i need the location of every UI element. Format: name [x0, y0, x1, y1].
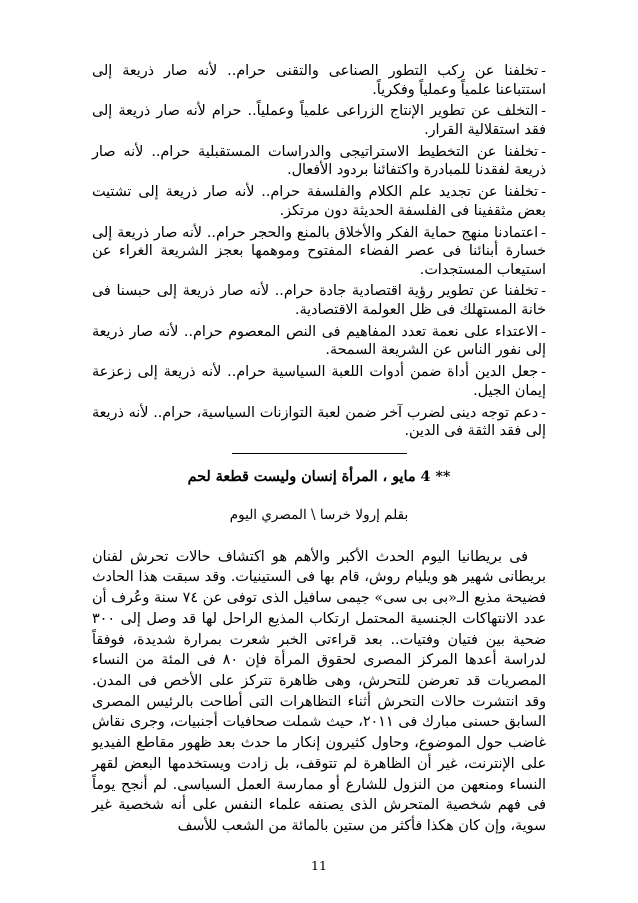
list-item: -تخلفنا عن التخطيط الاستراتيجى والدراسات المستقبلية حرام.. لأنه صار ذريعة لفقدنا للمبادرة واكتفائنا بردود الأفعال.	[92, 143, 546, 179]
section-divider	[232, 453, 407, 454]
list-item: -تخلفنا عن تطوير رؤية اقتصادية جادة حرام.. لأنه صار ذريعة إلى حبسنا فى خانة المستهلك فى ظل العولمة الاقتصادية.	[92, 283, 546, 319]
list-item: -تخلفنا عن تجديد علم الكلام والفلسفة حرام.. لأنه صار ذريعة إلى تشتيت بعض مثقفينا فى الفلسفة الحديثة دون مرتكز.	[92, 184, 546, 219]
list-item-text: الاعتداء على نعمة تعدد المفاهيم فى النص المعصوم حرام.. لأنه صار ذريعة إلى نفور الناس عن الشريعة السمحة.	[92, 323, 546, 359]
bullet-list	[92, 62, 546, 441]
article-body: فى بريطانيا اليوم الحدث الأكبر والأهم هو اكتشاف حالات تحرش لفنان بريطانى شهير هو ويليام روش، قام بها فى الستينيات. وقد سبقت هذا الحادث فضيحة مذيع الـ«بى بى سى» جيمى سافيل الذى توفى عن ٧٤ سنة وعُرف أن عدد الانتهاكات الجنسية المحتمل ارتكاب المذيع الراحل لها قد وصل إلى ٣٠٠ ضحية بين فتيان وفتيات.. بعد قراءتى الخبر شعرت بمرارة شديدة، فوفقاً لدراسة أعدها المركز المصرى لحقوق المرأة فإن ٨٠ فى المئة من النساء المصريات قد تعرضن للتحرش، وهى ظاهرة تتركز على الأخص فى المدن. وقد انتشرت حالات التحرش أثناء التظاهرات التى أطاحت بالرئيس المصرى السابق حسنى مبارك فى ٢٠١١، حيث شملت صحافيات أجنبيات، وجرى نقاش غاضب حول الموضوع، وحاول كثيرون إنكار ما حدث بعد ظهور مقاطع الفيديو على الإنترنت، غير أن الظاهرة لم تتوقف، بل زادت ويستخدمها البعض لقهر النساء ومنعهن من النزول للشارع أو ممارسة العمل السياسى. لم أنجح يوماً فى فهم شخصية المتحرش الذى يصنفه علماء النفس على أنه شخصية غير سوية، وإن كان هكذا فأكثر من ستين بالمائة من الشعب للأسف	[92, 548, 546, 834]
list-item-text: تخلفنا عن تطوير رؤية اقتصادية جادة حرام.. لأنه صار ذريعة إلى حبسنا فى خانة المستهلك فى ظل العولمة الاقتصادية.	[92, 283, 546, 319]
article-title: ** 4 مايو ، المرأة إنسان وليست قطعة لحم	[187, 468, 451, 485]
list-item-text: تخلفنا عن تجديد علم الكلام والفلسفة حرام.. لأنه صار ذريعة إلى تشتيت بعض مثقفينا فى الفلسفة الحديثة دون مرتكز.	[92, 184, 546, 219]
list-item-text: جعل الدين أداة ضمن أدوات اللعبة السياسية حرام.. لأنه ذريعة إلى زعزعة إيمان الجيل.	[92, 364, 546, 399]
list-item: -تخلفنا عن ركب التطور الصناعى والتقنى حرام.. لأنه صار ذريعة إلى استتباعنا علمياً وعملياً وفكرياً.	[92, 63, 546, 98]
list-item: -دعم توجه دينى لضرب آخر ضمن لعبة التوازنات السياسية، حرام.. لأنه ذريعة إلى فقد الثقة فى الدين.	[92, 404, 546, 440]
list-item-text: اعتمادنا منهج حماية الفكر والأخلاق بالمنع والحجر حرام.. لأنه صار ذريعة إلى خسارة أبنائنا فى عصر الفضاء المفتوح وموهمها بعجز الشريعة الغراء عن استيعاب المستجدات.	[92, 224, 546, 278]
list-item-text: التخلف عن تطوير الإنتاج الزراعى علمياً وعملياً.. حرام لأنه صار ذريعة إلى فقد استقلالية القرار.	[92, 103, 546, 138]
list-item: -التخلف عن تطوير الإنتاج الزراعى علمياً وعملياً.. حرام لأنه صار ذريعة إلى فقد استقلالية القرار.	[92, 103, 546, 138]
list-item: -اعتمادنا منهج حماية الفكر والأخلاق بالمنع والحجر حرام.. لأنه صار ذريعة إلى خسارة أبنائنا فى عصر الفضاء المفتوح وموهمها بعجز الشريعة الغراء عن استيعاب المستجدات.	[92, 224, 546, 278]
list-item: -الاعتداء على نعمة تعدد المفاهيم فى النص المعصوم حرام.. لأنه صار ذريعة إلى نفور الناس عن الشريعة السمحة.	[92, 323, 546, 359]
list-item-text: تخلفنا عن التخطيط الاستراتيجى والدراسات المستقبلية حرام.. لأنه صار ذريعة لفقدنا للمبادرة واكتفائنا بردود الأفعال.	[92, 143, 546, 179]
article-byline: بقلم إرولا خرسا \ المصري اليوم	[229, 506, 409, 523]
list-item-text: تخلفنا عن ركب التطور الصناعى والتقنى حرام.. لأنه صار ذريعة إلى استتباعنا علمياً وعملياً وفكرياً.	[92, 63, 546, 98]
page-number: 11	[311, 858, 327, 873]
list-item-text: دعم توجه دينى لضرب آخر ضمن لعبة التوازنات السياسية، حرام.. لأنه ذريعة إلى فقد الثقة فى الدين.	[92, 404, 546, 440]
list-item: -جعل الدين أداة ضمن أدوات اللعبة السياسية حرام.. لأنه ذريعة إلى زعزعة إيمان الجيل.	[92, 364, 546, 399]
